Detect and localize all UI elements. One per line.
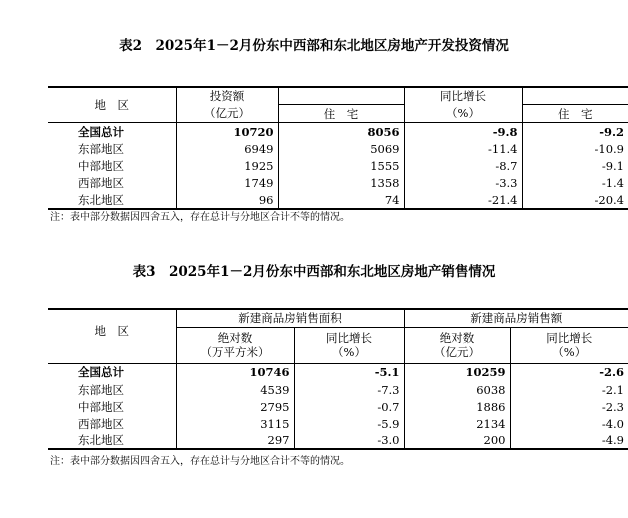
table2-title: 表2 2025年1－2月份东中西部和东北地区房地产开发投资情况 [119, 38, 509, 54]
table2-header-region: 地 区 [48, 87, 176, 123]
table2-header-unit: （亿元） [176, 105, 278, 123]
table2 [48, 86, 628, 210]
table3-header-sales-yoy: 同比增长 （%） [510, 327, 628, 363]
table-row: 中部地区 1925 1555 -8.7 -9.1 [48, 158, 628, 175]
table-row: 全国总计 10746 -5.1 10259 -2.6 [48, 363, 628, 381]
table3-title: 表3 2025年1－2月份东中西部和东北地区房地产销售情况 [132, 264, 496, 280]
table3-header-sales-group: 新建商品房销售额 [404, 309, 628, 327]
table3-header-area-group: 新建商品房销售面积 [176, 309, 404, 327]
table-row: 东北地区 297 -3.0 200 -4.9 [48, 432, 628, 449]
table-row: 中部地区 2795 -0.7 1886 -2.3 [48, 398, 628, 415]
table2-header-yoy: 同比增长 [404, 87, 522, 105]
table2-header-investment: 投资额 [176, 87, 278, 105]
table3-header-region: 地 区 [48, 309, 176, 363]
table2-note: 注：表中部分数据因四舍五入，存在总计与分地区合计不等的情况。 [50, 212, 350, 223]
table3 [48, 308, 628, 450]
table2-header-residential: 住 宅 [278, 105, 404, 123]
table-row: 全国总计 10720 8056 -9.8 -9.2 [48, 123, 628, 141]
table-row: 西部地区 3115 -5.9 2134 -4.0 [48, 415, 628, 432]
table3-header-area-yoy: 同比增长 （%） [294, 327, 404, 363]
table2-header-pct: （%） [404, 105, 522, 123]
table3-note: 注：表中部分数据因四舍五入，存在总计与分地区合计不等的情况。 [50, 456, 350, 467]
table-row: 东部地区 4539 -7.3 6038 -2.1 [48, 381, 628, 398]
table2-header-yoy-residential: 住 宅 [522, 105, 628, 123]
table-row: 东北地区 96 74 -21.4 -20.4 [48, 192, 628, 209]
table3-header-area-abs: 绝对数 （万平方米） [176, 327, 294, 363]
table3-header-sales-abs: 绝对数 （亿元） [404, 327, 510, 363]
table-row: 东部地区 6949 5069 -11.4 -10.9 [48, 141, 628, 158]
table-row: 西部地区 1749 1358 -3.3 -1.4 [48, 175, 628, 192]
